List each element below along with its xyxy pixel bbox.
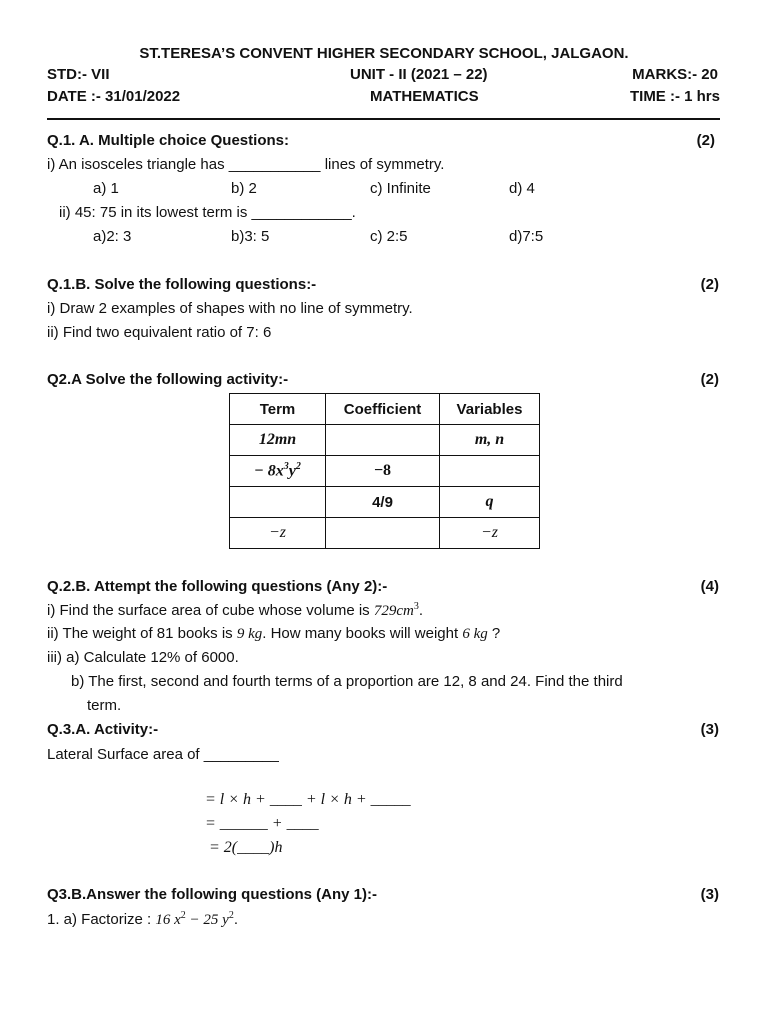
cell-term: − $8x^3y^2$ — [230, 456, 326, 487]
table-row — [230, 456, 540, 487]
activity-table — [229, 393, 540, 549]
q1a-q1-option-d: d) 4 — [509, 180, 535, 197]
cell-coefficient — [326, 518, 440, 549]
q1b-title: Q.1.B. Solve the following questions:- — [47, 276, 317, 293]
q1a-q2-option-c: c) 2:5 — [370, 228, 408, 245]
q2a-marks: (2) — [700, 371, 719, 388]
q1b-question-1: i) Draw 2 examples of shapes with no line of symmetry. — [47, 300, 413, 317]
q1a-q1-option-c: c) Infinite — [370, 180, 431, 197]
q3b-question-1: 1. a) Factorize : 16 $x^2 - 25$ $y^2$. — [47, 910, 238, 928]
header-variables: Variables — [440, 394, 540, 425]
cell-variables: q — [440, 487, 540, 518]
q2b-question-2: ii) The weight of 81 books is 9 kg. How many books will weight 6 kg ? — [47, 625, 501, 642]
q3a-lateral-line: Lateral Surface area of _________ — [47, 746, 279, 763]
time-label: TIME :- 1 hrs — [629, 88, 720, 105]
cell-coefficient — [326, 425, 440, 456]
q1a-q2-option-b: b)3: 5 — [231, 228, 270, 245]
q1a-q1-option-a: a) 1 — [93, 180, 119, 197]
table-row — [230, 487, 540, 518]
q1a-q1-option-b: b) 2 — [231, 180, 257, 197]
q2a-title: Q2.A Solve the following activity:- — [47, 371, 289, 388]
subject-label: MATHEMATICS — [370, 88, 479, 105]
header-coefficient: Coefficient — [326, 394, 440, 425]
q2b-question-1: i) Find the surface area of cube whose volume is $729cm^3$. — [47, 601, 424, 619]
marks-label: MARKS:- 20 — [632, 66, 718, 83]
unit-label: UNIT - II (2021 – 22) — [350, 66, 488, 83]
header-term: Term — [230, 394, 326, 425]
cell-coefficient: 4/9 — [326, 487, 440, 518]
q1a-question-2: ii) 45: 75 in its lowest term is ____________. — [59, 204, 356, 221]
cell-variables: m, n — [440, 425, 540, 456]
q2b-question-3a: iii) a) Calculate 12% of 6000. — [47, 649, 239, 666]
cell-term: −z — [230, 518, 326, 549]
std-label: STD:- VII — [47, 66, 110, 83]
q3b-marks: (3) — [700, 886, 719, 903]
q1b-question-2: ii) Find two equivalent ratio of 7: 6 — [47, 324, 272, 341]
school-name: ST.TERESA’S CONVENT HIGHER SECONDARY SCHOOL, JALGAON. — [139, 45, 629, 62]
q3a-marks: (3) — [700, 721, 719, 738]
cell-variables: −z — [440, 518, 540, 549]
q2b-question-3b-line1: b) The first, second and fourth terms of a proportion are 12, 8 and 24. Find the third — [71, 673, 623, 690]
q1a-q2-option-d: d)7:5 — [509, 228, 544, 245]
q3a-equation-2: = ______ + ____ — [205, 815, 319, 832]
q2b-title: Q.2.B. Attempt the following questions (Any 2):- — [47, 578, 388, 595]
q2b-question-3b-line2: term. — [87, 697, 122, 714]
q3a-title: Q.3.A. Activity:- — [47, 721, 159, 738]
q1a-q2-option-a: a)2: 3 — [93, 228, 132, 245]
q2b-marks: (4) — [700, 578, 719, 595]
q1a-title: Q.1. A. Multiple choice Questions: — [47, 132, 289, 149]
q1a-marks: (2) — [696, 132, 715, 149]
q1a-question-1: i) An isosceles triangle has ___________ lines of symmetry. — [47, 156, 445, 173]
table-row — [230, 518, 540, 549]
q3a-equation-3: = 2(____)h — [209, 839, 283, 856]
cell-term — [230, 487, 326, 518]
q3a-equation-1: = l × h + ____ + l × h + _____ — [205, 791, 411, 808]
table-row — [230, 425, 540, 456]
cell-variables — [440, 456, 540, 487]
cell-term: 12mn — [230, 425, 326, 456]
q1b-marks: (2) — [700, 276, 719, 293]
date-label: DATE :- 31/01/2022 — [47, 88, 181, 105]
cell-coefficient: −8 — [326, 456, 440, 487]
header-divider — [47, 118, 720, 120]
table-header-row — [230, 394, 540, 425]
q3b-title: Q3.B.Answer the following questions (Any 1):- — [47, 886, 378, 903]
